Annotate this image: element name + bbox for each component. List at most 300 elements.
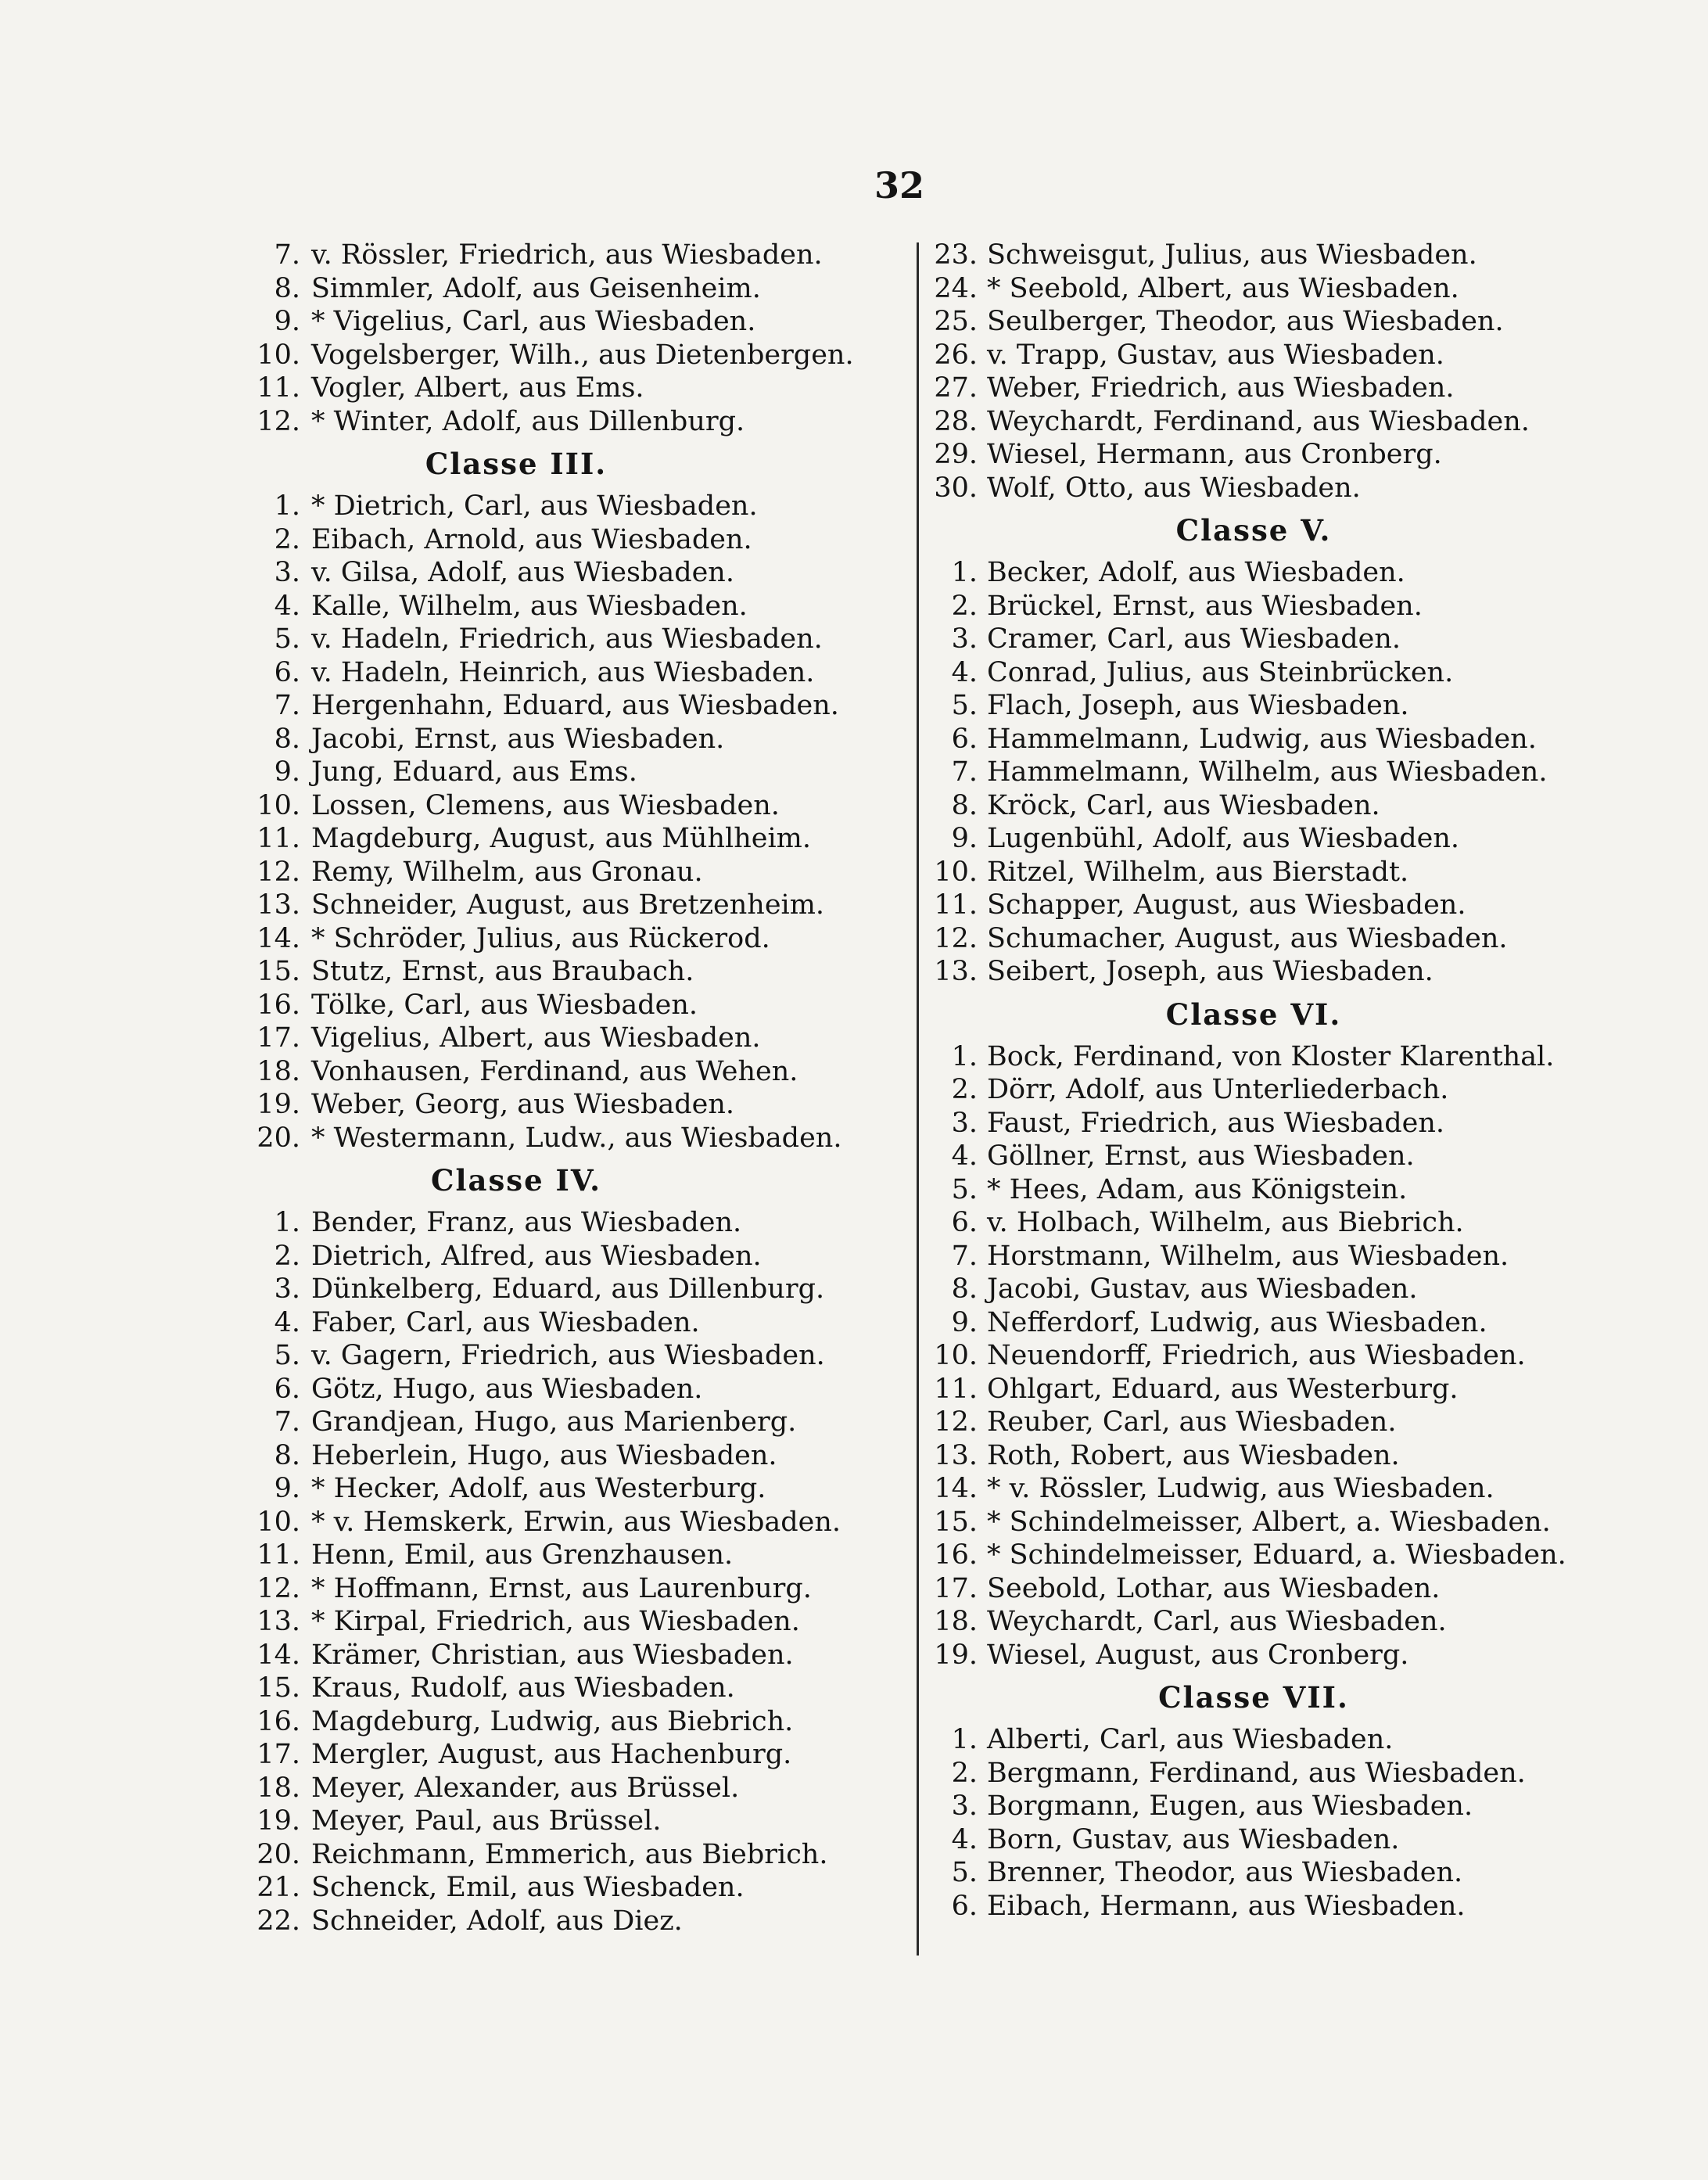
entry-text: * Schindelmeisser, Albert, a. Wiesbaden. xyxy=(987,1506,1551,1538)
entry-text: Jung, Eduard, aus Ems. xyxy=(311,756,637,788)
list-item xyxy=(921,922,1586,956)
entry-number: 4. xyxy=(951,656,978,688)
entry-number: 10. xyxy=(257,789,300,821)
entry-text: Grandjean, Hugo, aus Marienberg. xyxy=(311,1406,797,1438)
entry-number: 15. xyxy=(934,1506,978,1538)
entry-text: v. Gagern, Friedrich, aus Wiesbaden. xyxy=(311,1340,825,1371)
student-list xyxy=(921,239,1586,505)
list-item xyxy=(921,623,1586,656)
entry-text: Weber, Georg, aus Wiesbaden. xyxy=(311,1089,734,1120)
list-item xyxy=(235,1306,923,1340)
entry-number: 6. xyxy=(274,656,300,688)
entry-text: Born, Gustav, aus Wiesbaden. xyxy=(987,1823,1400,1855)
entry-text: Jacobi, Gustav, aus Wiesbaden. xyxy=(987,1273,1418,1305)
entry-text: Lossen, Clemens, aus Wiesbaden. xyxy=(311,789,780,821)
entry-number: 16. xyxy=(257,1705,300,1737)
entry-number: 16. xyxy=(257,989,300,1021)
section-heading: Classe VII. xyxy=(1158,1680,1349,1715)
entry-text: Dörr, Adolf, aus Unterliederbach. xyxy=(987,1074,1449,1105)
entry-number: 10. xyxy=(934,856,978,888)
list-item xyxy=(235,1772,923,1805)
list-item xyxy=(921,590,1586,623)
entry-number: 10. xyxy=(934,1340,978,1371)
list-item xyxy=(235,405,923,439)
entry-text: Brückel, Ernst, aus Wiesbaden. xyxy=(987,590,1423,622)
entry-number: 8. xyxy=(274,272,300,304)
list-item xyxy=(235,1406,923,1439)
entry-number: 10. xyxy=(257,1506,300,1538)
page-number: 32 xyxy=(874,164,924,207)
list-item xyxy=(921,1173,1586,1207)
entry-number: 15. xyxy=(257,956,300,987)
entry-text: * Westermann, Ludw., aus Wiesbaden. xyxy=(311,1122,842,1154)
list-item xyxy=(235,989,923,1022)
list-item xyxy=(921,1339,1586,1373)
entry-number: 4. xyxy=(951,1823,978,1855)
entry-text: Brenner, Theodor, aus Wiesbaden. xyxy=(987,1857,1463,1888)
list-item xyxy=(921,1639,1586,1672)
entry-text: Schenck, Emil, aus Wiesbaden. xyxy=(311,1872,745,1903)
entry-text: Simmler, Adolf, aus Geisenheim. xyxy=(311,272,761,304)
entry-text: Eibach, Hermann, aus Wiesbaden. xyxy=(987,1890,1466,1922)
list-item xyxy=(921,1472,1586,1506)
list-item xyxy=(235,955,923,989)
list-item xyxy=(235,1122,923,1155)
entry-text: v. Gilsa, Adolf, aus Wiesbaden. xyxy=(311,557,734,588)
entry-number: 6. xyxy=(274,1373,300,1405)
entry-number: 5. xyxy=(951,1173,978,1205)
entry-number: 5. xyxy=(274,1340,300,1371)
list-item xyxy=(235,339,923,372)
entry-text: Schneider, August, aus Bretzenheim. xyxy=(311,889,825,921)
entry-text: Bock, Ferdinand, von Kloster Klarenthal. xyxy=(987,1040,1555,1072)
entry-text: * Winter, Adolf, aus Dillenburg. xyxy=(311,405,745,437)
entry-number: 14. xyxy=(257,922,300,954)
entry-text: Reuber, Carl, aus Wiesbaden. xyxy=(987,1406,1397,1438)
list-item xyxy=(921,856,1586,889)
list-item xyxy=(235,656,923,690)
list-item xyxy=(235,490,923,523)
list-item xyxy=(235,789,923,823)
list-item xyxy=(921,1206,1586,1240)
list-item xyxy=(235,1838,923,1872)
entry-number: 28. xyxy=(934,405,978,437)
entry-text: * Schindelmeisser, Eduard, a. Wiesbaden. xyxy=(987,1539,1566,1571)
entry-number: 9. xyxy=(274,756,300,788)
entry-text: Hammelmann, Ludwig, aus Wiesbaden. xyxy=(987,723,1537,755)
entry-number: 14. xyxy=(257,1639,300,1671)
entry-number: 3. xyxy=(274,557,300,588)
class-iv xyxy=(235,1155,923,1938)
entry-text: Schweisgut, Julius, aus Wiesbaden. xyxy=(987,239,1477,271)
entry-text: Weychardt, Carl, aus Wiesbaden. xyxy=(987,1606,1447,1637)
list-item xyxy=(235,922,923,956)
entry-text: Ritzel, Wilhelm, aus Bierstadt. xyxy=(987,856,1409,888)
entry-text: Roth, Robert, aus Wiesbaden. xyxy=(987,1439,1400,1471)
list-item xyxy=(921,372,1586,405)
entry-text: Flach, Joseph, aus Wiesbaden. xyxy=(987,690,1409,721)
list-item xyxy=(921,1539,1586,1572)
entry-number: 11. xyxy=(257,823,300,854)
entry-text: * Dietrich, Carl, aus Wiesbaden. xyxy=(311,490,758,522)
entry-text: Vogler, Albert, aus Ems. xyxy=(311,372,644,404)
list-item xyxy=(921,955,1586,989)
entry-text: Seebold, Lothar, aus Wiesbaden. xyxy=(987,1572,1441,1604)
list-item xyxy=(235,556,923,590)
entry-text: Schapper, August, aus Wiesbaden. xyxy=(987,889,1466,921)
entry-text: Vogelsberger, Wilh., aus Dietenbergen. xyxy=(311,339,854,371)
list-item xyxy=(921,656,1586,690)
entry-number: 1. xyxy=(951,1040,978,1072)
list-item xyxy=(235,1472,923,1506)
entry-text: Weber, Friedrich, aus Wiesbaden. xyxy=(987,372,1455,404)
entry-text: Ohlgart, Eduard, aus Westerburg. xyxy=(987,1373,1459,1405)
entry-text: Dünkelberg, Eduard, aus Dillenburg. xyxy=(311,1273,825,1305)
list-item xyxy=(235,1639,923,1672)
section-heading: Classe III. xyxy=(425,447,608,481)
entry-number: 12. xyxy=(934,1406,978,1438)
entry-number: 5. xyxy=(274,623,300,655)
entry-text: Conrad, Julius, aus Steinbrücken. xyxy=(987,656,1454,688)
list-item xyxy=(235,623,923,656)
entry-text: Kraus, Rudolf, aus Wiesbaden. xyxy=(311,1672,735,1704)
entry-number: 7. xyxy=(274,239,300,271)
entry-text: * Vigelius, Carl, aus Wiesbaden. xyxy=(311,306,756,337)
entry-text: Stutz, Ernst, aus Braubach. xyxy=(311,956,694,987)
entry-number: 1. xyxy=(274,1207,300,1238)
list-item xyxy=(235,1206,923,1240)
entry-text: v. Holbach, Wilhelm, aus Biebrich. xyxy=(987,1207,1464,1238)
entry-number: 9. xyxy=(274,1473,300,1504)
entry-number: 18. xyxy=(257,1055,300,1087)
entry-number: 2. xyxy=(274,1240,300,1272)
entry-number: 25. xyxy=(934,306,978,337)
entry-text: Eibach, Arnold, aus Wiesbaden. xyxy=(311,523,752,555)
entry-number: 7. xyxy=(951,756,978,788)
entry-text: Remy, Wilhelm, aus Gronau. xyxy=(311,856,703,888)
entry-number: 20. xyxy=(257,1122,300,1154)
entry-number: 13. xyxy=(934,1439,978,1471)
list-item xyxy=(921,305,1586,339)
entry-number: 19. xyxy=(934,1639,978,1671)
entry-text: Vonhausen, Ferdinand, aus Wehen. xyxy=(311,1055,798,1087)
list-item xyxy=(921,1140,1586,1173)
class-v xyxy=(921,505,1586,989)
entry-number: 12. xyxy=(257,405,300,437)
entry-number: 2. xyxy=(274,523,300,555)
entry-number: 9. xyxy=(274,306,300,337)
list-item xyxy=(921,1572,1586,1606)
list-item xyxy=(921,1306,1586,1340)
entry-text: Cramer, Carl, aus Wiesbaden. xyxy=(987,623,1401,655)
entry-text: Faust, Friedrich, aus Wiesbaden. xyxy=(987,1107,1445,1139)
entry-text: Kalle, Wilhelm, aus Wiesbaden. xyxy=(311,590,748,622)
list-item xyxy=(921,339,1586,372)
entry-text: Becker, Adolf, aus Wiesbaden. xyxy=(987,557,1405,588)
list-item xyxy=(921,689,1586,723)
list-item xyxy=(235,1871,923,1905)
entry-number: 13. xyxy=(257,889,300,921)
entry-text: Alberti, Carl, aus Wiesbaden. xyxy=(987,1724,1394,1755)
list-item xyxy=(235,1055,923,1089)
entry-text: * v. Rössler, Ludwig, aus Wiesbaden. xyxy=(987,1473,1494,1504)
list-item xyxy=(235,1672,923,1705)
entry-number: 3. xyxy=(274,1273,300,1305)
entry-text: Reichmann, Emmerich, aus Biebrich. xyxy=(311,1838,828,1870)
student-list xyxy=(235,490,923,1155)
list-item xyxy=(921,1040,1586,1074)
entry-number: 5. xyxy=(951,1857,978,1888)
list-item xyxy=(235,1339,923,1373)
entry-number: 5. xyxy=(951,690,978,721)
list-item xyxy=(235,1022,923,1055)
entry-number: 10. xyxy=(257,339,300,371)
entry-text: Wiesel, August, aus Cronberg. xyxy=(987,1639,1409,1671)
section-heading: Classe IV. xyxy=(431,1163,601,1198)
list-item xyxy=(235,822,923,856)
entry-number: 22. xyxy=(257,1905,300,1937)
entry-number: 17. xyxy=(257,1022,300,1054)
student-list xyxy=(235,1206,923,1938)
list-item xyxy=(235,856,923,889)
entry-text: Nefferdorf, Ludwig, aus Wiesbaden. xyxy=(987,1306,1487,1338)
list-item xyxy=(235,1738,923,1772)
list-item xyxy=(921,1723,1586,1757)
entry-number: 4. xyxy=(274,1306,300,1338)
list-item xyxy=(235,889,923,922)
entry-text: Wiesel, Hermann, aus Cronberg. xyxy=(987,439,1442,470)
section-heading: Classe V. xyxy=(1175,513,1332,548)
entry-text: Lugenbühl, Adolf, aus Wiesbaden. xyxy=(987,823,1460,854)
entry-text: Meyer, Alexander, aus Brüssel. xyxy=(311,1772,740,1804)
list-item xyxy=(235,239,923,272)
entry-number: 7. xyxy=(274,690,300,721)
entry-number: 8. xyxy=(274,723,300,755)
list-item xyxy=(235,590,923,623)
entry-number: 8. xyxy=(951,789,978,821)
list-item xyxy=(921,1823,1586,1857)
list-item xyxy=(921,1273,1586,1306)
entry-number: 26. xyxy=(934,339,978,371)
student-list xyxy=(921,1723,1586,1923)
entry-number: 18. xyxy=(257,1772,300,1804)
entry-number: 11. xyxy=(257,372,300,404)
entry-number: 13. xyxy=(257,1606,300,1637)
list-item xyxy=(235,1088,923,1122)
list-item xyxy=(921,472,1586,505)
entry-text: Meyer, Paul, aus Brüssel. xyxy=(311,1805,662,1837)
entry-number: 3. xyxy=(951,1107,978,1139)
entry-number: 4. xyxy=(274,590,300,622)
class-vii xyxy=(921,1672,1586,1923)
entry-number: 14. xyxy=(934,1473,978,1504)
list-item xyxy=(921,1890,1586,1923)
entry-number: 7. xyxy=(951,1240,978,1272)
entry-text: Henn, Emil, aus Grenzhausen. xyxy=(311,1539,734,1571)
entry-number: 13. xyxy=(934,956,978,987)
entry-text: Horstmann, Wilhelm, aus Wiesbaden. xyxy=(987,1240,1509,1272)
list-item xyxy=(235,523,923,557)
entry-text: v. Hadeln, Friedrich, aus Wiesbaden. xyxy=(311,623,823,655)
entry-number: 19. xyxy=(257,1089,300,1120)
list-item xyxy=(921,1856,1586,1890)
entry-number: 2. xyxy=(951,590,978,622)
list-item xyxy=(235,723,923,756)
list-item xyxy=(921,1406,1586,1439)
entry-text: * Hees, Adam, aus Königstein. xyxy=(987,1173,1408,1205)
entry-text: Götz, Hugo, aus Wiesbaden. xyxy=(311,1373,703,1405)
entry-number: 17. xyxy=(934,1572,978,1604)
entry-text: Faber, Carl, aus Wiesbaden. xyxy=(311,1306,700,1338)
entry-number: 15. xyxy=(257,1672,300,1704)
entry-text: Tölke, Carl, aus Wiesbaden. xyxy=(311,989,698,1021)
list-item xyxy=(921,556,1586,590)
entry-number: 1. xyxy=(951,557,978,588)
entry-number: 8. xyxy=(951,1273,978,1305)
list-item xyxy=(921,756,1586,789)
entry-number: 1. xyxy=(951,1724,978,1755)
entry-text: * Kirpal, Friedrich, aus Wiesbaden. xyxy=(311,1606,800,1637)
entry-text: * Hoffmann, Ernst, aus Laurenburg. xyxy=(311,1572,812,1604)
entry-number: 29. xyxy=(934,439,978,470)
list-item xyxy=(921,822,1586,856)
entry-text: Weychardt, Ferdinand, aus Wiesbaden. xyxy=(987,405,1530,437)
entry-number: 9. xyxy=(951,823,978,854)
entry-number: 11. xyxy=(934,1373,978,1405)
entry-number: 8. xyxy=(274,1439,300,1471)
entry-number: 2. xyxy=(951,1074,978,1105)
entry-number: 27. xyxy=(934,372,978,404)
entry-text: Hergenhahn, Eduard, aus Wiesbaden. xyxy=(311,690,839,721)
entry-text: * v. Hemskerk, Erwin, aus Wiesbaden. xyxy=(311,1506,841,1538)
list-item xyxy=(235,1439,923,1473)
entry-number: 3. xyxy=(951,623,978,655)
list-item xyxy=(235,1539,923,1572)
list-item xyxy=(235,305,923,339)
entry-number: 30. xyxy=(934,472,978,504)
list-item xyxy=(921,438,1586,472)
entry-number: 12. xyxy=(257,1572,300,1604)
entry-number: 7. xyxy=(274,1406,300,1438)
entry-text: Magdeburg, August, aus Mühlheim. xyxy=(311,823,811,854)
entry-text: Heberlein, Hugo, aus Wiesbaden. xyxy=(311,1439,777,1471)
class-vi xyxy=(921,989,1586,1672)
list-item xyxy=(235,1572,923,1606)
entry-number: 11. xyxy=(257,1539,300,1571)
class-iv-continued xyxy=(921,239,1586,505)
list-item xyxy=(921,272,1586,306)
entry-number: 24. xyxy=(934,272,978,304)
entry-number: 6. xyxy=(951,1890,978,1922)
list-item xyxy=(235,756,923,789)
section-heading: Classe VI. xyxy=(1165,997,1342,1032)
entry-number: 18. xyxy=(934,1606,978,1637)
entry-text: * Schröder, Julius, aus Rückerod. xyxy=(311,922,770,954)
list-item xyxy=(921,1240,1586,1273)
entry-number: 9. xyxy=(951,1306,978,1338)
entry-text: Schneider, Adolf, aus Diez. xyxy=(311,1905,683,1937)
list-item xyxy=(235,1805,923,1838)
entry-number: 23. xyxy=(934,239,978,271)
entry-text: Göllner, Ernst, aus Wiesbaden. xyxy=(987,1140,1415,1172)
list-item xyxy=(921,1439,1586,1473)
list-item xyxy=(235,1506,923,1539)
entry-text: Borgmann, Eugen, aus Wiesbaden. xyxy=(987,1790,1473,1822)
entry-text: Bergmann, Ferdinand, aus Wiesbaden. xyxy=(987,1757,1526,1789)
entry-text: * Hecker, Adolf, aus Westerburg. xyxy=(311,1473,766,1504)
list-item xyxy=(921,1605,1586,1639)
student-list xyxy=(235,239,923,438)
entry-text: Mergler, August, aus Hachenburg. xyxy=(311,1739,792,1770)
entry-number: 16. xyxy=(934,1539,978,1571)
entry-text: Magdeburg, Ludwig, aus Biebrich. xyxy=(311,1705,794,1737)
list-item xyxy=(921,1790,1586,1823)
right-column xyxy=(921,239,1586,1923)
list-item xyxy=(921,405,1586,439)
list-item xyxy=(235,372,923,405)
list-item xyxy=(921,723,1586,756)
student-list xyxy=(921,556,1586,989)
entry-number: 17. xyxy=(257,1739,300,1770)
list-item xyxy=(235,1273,923,1306)
left-column xyxy=(235,239,923,1938)
entry-text: Hammelmann, Wilhelm, aus Wiesbaden. xyxy=(987,756,1548,788)
entry-text: Jacobi, Ernst, aus Wiesbaden. xyxy=(311,723,725,755)
entry-text: Vigelius, Albert, aus Wiesbaden. xyxy=(311,1022,761,1054)
list-item xyxy=(921,1506,1586,1539)
entry-number: 3. xyxy=(951,1790,978,1822)
entry-number: 6. xyxy=(951,723,978,755)
entry-number: 6. xyxy=(951,1207,978,1238)
list-item xyxy=(235,1905,923,1938)
entry-number: 4. xyxy=(951,1140,978,1172)
entry-text: * Seebold, Albert, aus Wiesbaden. xyxy=(987,272,1459,304)
student-list xyxy=(921,1040,1586,1672)
class-iii xyxy=(235,438,923,1155)
entry-number: 20. xyxy=(257,1838,300,1870)
entry-text: Seibert, Joseph, aus Wiesbaden. xyxy=(987,956,1434,987)
list-item xyxy=(235,1240,923,1273)
list-item xyxy=(235,272,923,306)
list-item xyxy=(235,1705,923,1739)
list-item xyxy=(235,1605,923,1639)
entry-text: Schumacher, August, aus Wiesbaden. xyxy=(987,922,1508,954)
entry-number: 11. xyxy=(934,889,978,921)
list-item xyxy=(921,789,1586,823)
entry-text: v. Hadeln, Heinrich, aus Wiesbaden. xyxy=(311,656,815,688)
list-item xyxy=(921,1757,1586,1790)
entry-text: Dietrich, Alfred, aus Wiesbaden. xyxy=(311,1240,762,1272)
entry-text: Seulberger, Theodor, aus Wiesbaden. xyxy=(987,306,1504,337)
entry-number: 12. xyxy=(257,856,300,888)
entry-text: v. Trapp, Gustav, aus Wiesbaden. xyxy=(987,339,1444,371)
entry-text: Krämer, Christian, aus Wiesbaden. xyxy=(311,1639,794,1671)
list-item xyxy=(235,1373,923,1406)
list-item xyxy=(921,1373,1586,1406)
list-item xyxy=(921,889,1586,922)
entry-number: 1. xyxy=(274,490,300,522)
list-item xyxy=(921,239,1586,272)
entry-number: 12. xyxy=(934,922,978,954)
entry-text: Neuendorff, Friedrich, aus Wiesbaden. xyxy=(987,1340,1526,1371)
entry-text: Wolf, Otto, aus Wiesbaden. xyxy=(987,472,1361,504)
entry-number: 21. xyxy=(257,1872,300,1903)
entry-text: Bender, Franz, aus Wiesbaden. xyxy=(311,1207,742,1238)
entry-number: 2. xyxy=(951,1757,978,1789)
class-ii-continued xyxy=(235,239,923,438)
entry-text: Kröck, Carl, aus Wiesbaden. xyxy=(987,789,1380,821)
list-item xyxy=(921,1107,1586,1140)
